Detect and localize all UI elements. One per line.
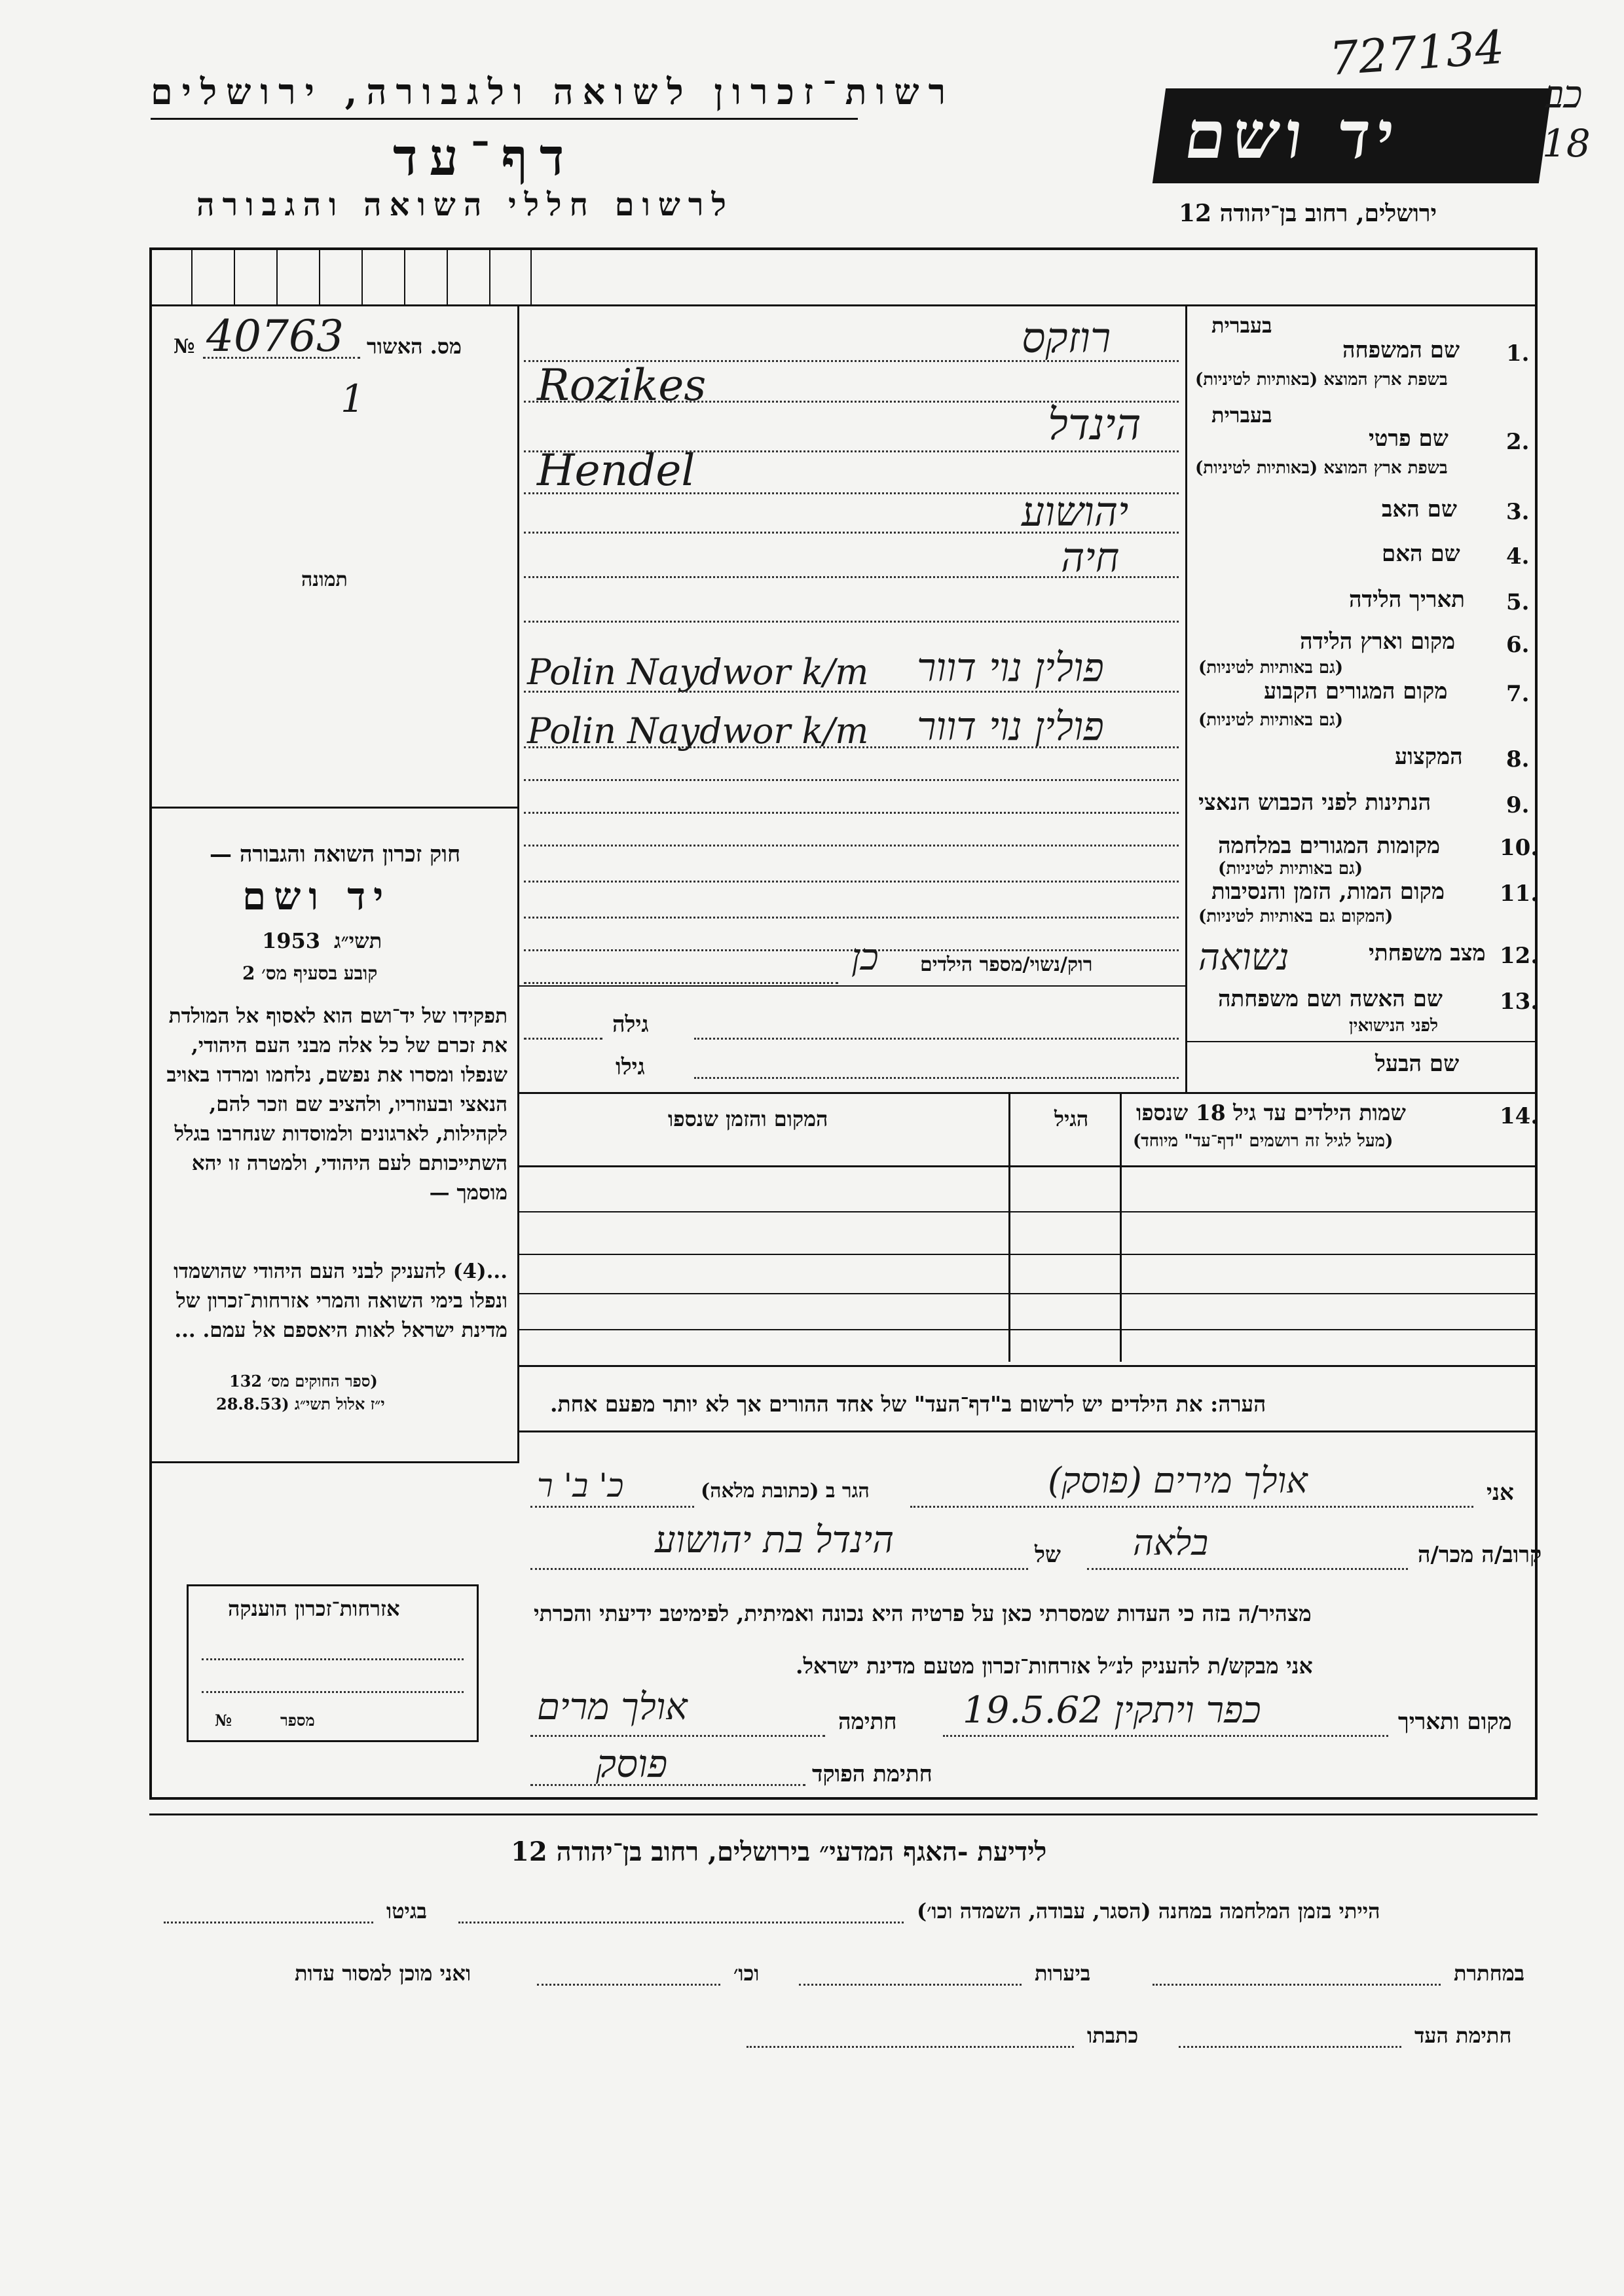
law-source: (ספר החוקים מס׳ 132 [229, 1372, 378, 1391]
field-7-num: 7. [1506, 681, 1530, 707]
field-11-note: (המקום גם באותיות לטיניות) [1198, 907, 1393, 926]
decl-i-value: אולך מירים (פוסק) [1048, 1460, 1308, 1501]
children-table-subtitle: (מעל לגיל זה רושמים "דף־עד" מיוחד) [1133, 1131, 1393, 1151]
field-2-value-latin: Hendel [537, 445, 695, 496]
field-3-label: שם האב [1382, 496, 1457, 522]
logo-text: יד ושם [1179, 96, 1406, 173]
law-text-2: ...(4) להעניק לבני העם היהודי שהושמדו ונפלו בימי השואה והמרי אזרחות־זכרון של מדינת ישראל לאות היאספם אל עמם. ... [174, 1260, 507, 1342]
field-8-label: המקצוע [1395, 744, 1463, 770]
fields-bottom-line [519, 1092, 1538, 1094]
footer-line2-a: במחתרת [1454, 1961, 1525, 1986]
law-section: קובע בסעיף מס׳ 2 [242, 962, 378, 984]
field-12-children-label: רוק/נשוי/מספר הילדים [920, 953, 1093, 976]
top-row-divider [149, 304, 1538, 306]
field-1-lang-he: בעברית [1211, 313, 1272, 338]
decl-living-label: הגר ב (כתובת מלאה) [701, 1480, 870, 1503]
record-no-value: 40763 [206, 311, 344, 361]
field-1-label: שם המשפחה [1342, 337, 1460, 363]
field-11-num: 11. [1500, 881, 1539, 907]
law-box-bottom [152, 1461, 517, 1463]
footer-line3-b: כתבתו [1087, 2023, 1139, 2048]
law-text: תפקידו של יד־ושם הוא לאסוף אל המולדת את זכרם של כל אלה מבני העם היהודי, שנפלו ומסרו את נפשם, נלחמו ומרדו באויב הנאצי ובעוזריו, ולהציב שם וזכר להם, לקהילות, לארגונים ולמוסדות שנחרבו בגלל השתייכותם לעם היהודי, ולמטרה זו יהא מוסמך — [166, 1004, 507, 1205]
frame-left [149, 247, 152, 1799]
footer-line1-a: הייתי בזמן המלחמה במחנה (הסגר, עבודה, השמדה וכו׳) [917, 1899, 1380, 1923]
law-year-hebrew: תשי״ג [334, 928, 382, 953]
decl-statement-2: אני מבקש/ת להעניק לנ״ל אזרחות־זכרון מטעם מדינת ישראל. [796, 1653, 1313, 1679]
children-col-age: הגיל [1054, 1106, 1089, 1131]
field-5-label: תאריך הלידה [1349, 587, 1466, 613]
note-line: הערה: את הילדים יש לרשום ב"דף־העד" של אחד ההורים אך לא יותר מפעם אחת. [550, 1391, 1266, 1417]
footer-line1-b: בגיטו [386, 1899, 427, 1923]
field-13-label: שם האשה ושם משפחתה [1218, 986, 1443, 1012]
field-3-value: יהושוע [1022, 488, 1129, 536]
address: ירושלים, רחוב בן־יהודה 12 [1179, 200, 1437, 227]
footer-line2-d: ואני מוכן למסור עדות [295, 1961, 471, 1986]
footer-line2-b: ביערות [1035, 1961, 1091, 1986]
field-12-children-value: כן [851, 936, 879, 979]
field-7-value-he: פולין נוי דוור [917, 704, 1104, 750]
decl-signature-value: אולך מרים [537, 1686, 688, 1728]
decl-i-label: אני [1486, 1480, 1514, 1506]
record-no-sub: 1 [341, 376, 365, 421]
form-subtitle: לרשום חללי השואה והגבורה [196, 187, 734, 223]
children-table-num: 14. [1500, 1103, 1539, 1129]
corner-note-2: 18 [1542, 121, 1591, 166]
field-4-value: חיה [1061, 534, 1120, 581]
children-col-div-1 [1120, 1093, 1122, 1362]
field-2-label: שם פרטי [1369, 426, 1449, 452]
record-no-label: מס. האשור [367, 334, 462, 359]
handwritten-number: 727134 [1327, 20, 1506, 86]
photo-box-bottom [152, 807, 517, 809]
frame-bottom [149, 1797, 1538, 1800]
footer-line2-c: וכו׳ [733, 1961, 760, 1986]
citizenship-box-title: אזרחות־זכרון הוענקה [228, 1596, 400, 1621]
field-8-num: 8. [1506, 746, 1530, 773]
decl-relative-mid: של [1035, 1542, 1061, 1568]
decl-relative-value: בלאה [1133, 1522, 1209, 1563]
field-6-note: (גם באותיות לטיניות) [1198, 658, 1344, 678]
record-no-symbol: № [174, 335, 195, 358]
children-table-title: שמות הילדים עד גיל 18 שנספו [1136, 1100, 1406, 1125]
form-title: דף־עד [393, 128, 576, 187]
field-6-value-he: פולין נוי דוור [917, 645, 1104, 691]
decl-signature-label: חתימה [838, 1709, 897, 1735]
field-13-age-label: גילה [612, 1011, 649, 1038]
field-6-value-latin: Polin Naydwor k/m [527, 651, 869, 693]
field-12-divider [519, 985, 1185, 987]
law-year: 1953 [262, 928, 321, 953]
law-title: חוק זכרון השואה והגבורה — [210, 841, 461, 867]
children-col-div-2 [1008, 1093, 1010, 1362]
field-7-value-latin: Polin Naydwor k/m [527, 710, 869, 752]
authority-name: רשות־זכרון לשואה ולגבורה, ירושלים [151, 71, 955, 113]
footer-line3-a: חתימת העד [1414, 2023, 1512, 2048]
children-table-bottom [519, 1365, 1538, 1367]
children-header-line [519, 1165, 1538, 1167]
field-13-note: לפני הנישואין [1349, 1016, 1439, 1036]
decl-relative-label: קרוב/ה מכר/ה [1418, 1542, 1542, 1568]
children-col-place: המקום והזמן שנספו [668, 1106, 828, 1131]
decl-officer-label: חתימת הפוקד [812, 1761, 932, 1787]
yad-vashem-logo [1153, 88, 1552, 183]
note-bottom-line [519, 1430, 1538, 1432]
field-5-num: 5. [1506, 589, 1530, 615]
field-2-num: 2. [1506, 429, 1530, 455]
law-source-date: י״ז אלול תשי״ג (28.8.53 [216, 1394, 385, 1413]
decl-relative-of-value: הינדל בת יהושוע [655, 1519, 895, 1561]
field-11-label: מקום המות, הזמן והנסיבות [1211, 879, 1445, 905]
field-2-value-he: הינדל [1048, 399, 1141, 450]
decl-living-value: כ' ב' ר [537, 1467, 624, 1504]
field-12-value: נשואה [1198, 936, 1289, 979]
field-4-label: שם האם [1382, 541, 1460, 567]
field-1-lang-origin: בשפת ארץ המוצא (באותיות לטיניות) [1195, 370, 1448, 390]
authority-underline [151, 118, 858, 120]
field-2-lang-origin: בשפת ארץ המוצא (באותיות לטיניות) [1195, 458, 1448, 478]
decl-officer-value: פוסק [596, 1741, 668, 1786]
photo-label: תמונה [301, 568, 348, 591]
field-13-num: 13. [1500, 989, 1539, 1015]
left-panel-divider [517, 304, 519, 1463]
field-12-num: 12. [1500, 943, 1539, 969]
citizenship-box [187, 1584, 479, 1742]
top-boxes [152, 250, 532, 304]
field-7-label: מקום המגורים הקבוע [1264, 678, 1448, 704]
field-1-value-he: רוזקס [1022, 314, 1111, 363]
field-10-label: מקומות המגורים במלחמה [1218, 833, 1441, 859]
field-7-note: (גם באותיות לטיניות) [1198, 710, 1344, 730]
footer-title: לידיעת -האגף המדעי״ בירושלים, רחוב בן־יהודה 12 [511, 1836, 1047, 1867]
field-13-husband-age-label: גילו [616, 1054, 645, 1080]
law-name: יד ושם [242, 874, 392, 919]
field-2-lang-he: בעברית [1211, 403, 1272, 428]
field-13-divider [1185, 1041, 1535, 1042]
decl-statement-1: מצהיר/ה בזה כי העדות שמסרתי כאן על פרטיה היא נכונה ואמיתית, לפימיטב ידיעתי והכרתי [534, 1601, 1312, 1626]
field-3-num: 3. [1506, 499, 1530, 525]
field-9-label: הנתינות לפני הכבוש הנאצי [1198, 790, 1431, 816]
field-12-label: מצב משפחתי [1369, 940, 1486, 966]
field-13-husband-label: שם הבעל [1375, 1051, 1460, 1077]
field-10-num: 10. [1500, 835, 1539, 861]
frame-bottom-2 [149, 1813, 1538, 1815]
field-6-num: 6. [1506, 632, 1530, 658]
field-6-label: מקום וארץ הלידה [1300, 629, 1456, 655]
decl-place-date-value: כפר ויתקין 19.5.62 [963, 1689, 1261, 1732]
decl-place-date-label: מקום ותאריך [1398, 1709, 1512, 1735]
citizenship-box-no: מספר [280, 1711, 315, 1730]
field-9-num: 9. [1506, 792, 1530, 818]
record-no-line [203, 357, 360, 359]
corner-note-1: כב [1545, 72, 1583, 117]
label-column-divider [1185, 304, 1187, 1093]
field-1-value-latin: Rozikes [537, 360, 707, 410]
field-1-num: 1. [1506, 340, 1530, 367]
field-4-num: 4. [1506, 543, 1530, 570]
field-10-note: (גם באותיות לטיניות) [1218, 859, 1363, 879]
citizenship-box-symbol: № [215, 1711, 232, 1730]
